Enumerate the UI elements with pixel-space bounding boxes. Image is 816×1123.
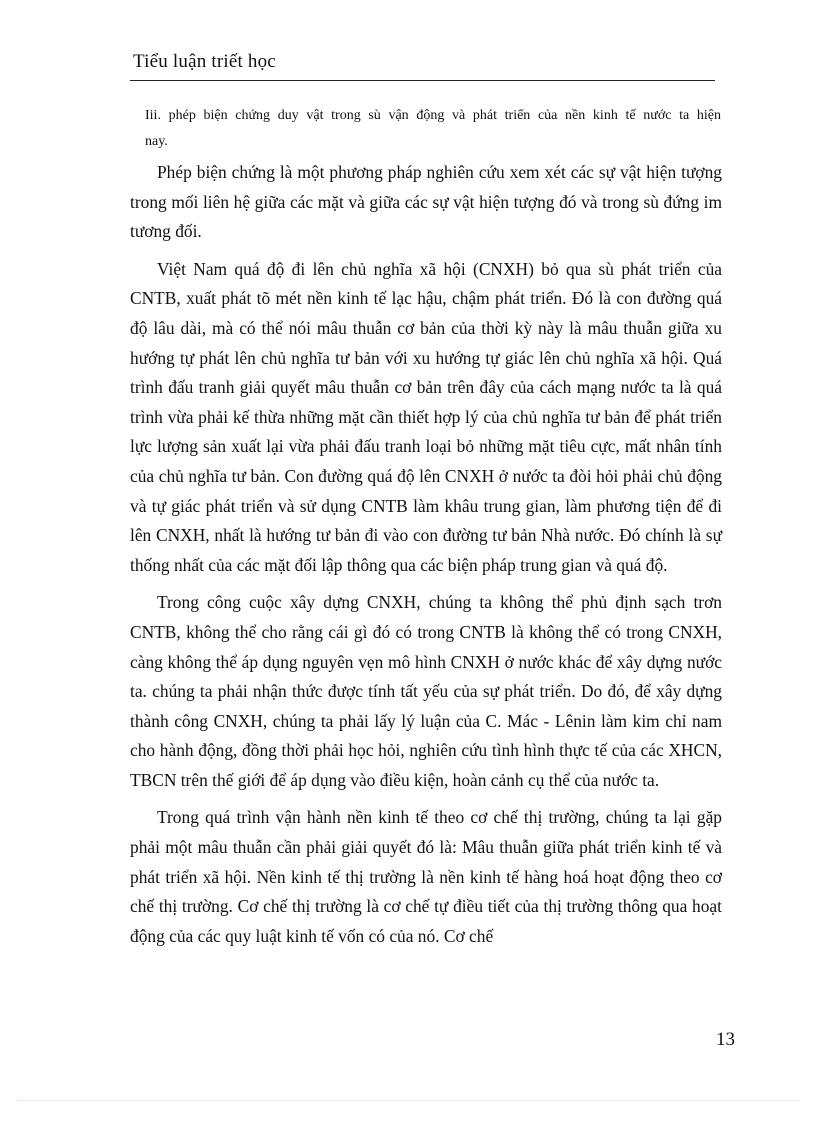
- running-header-title: Tiểu luận triết học: [133, 51, 276, 72]
- paragraph: Phép biện chứng là một phương pháp nghiên cứu xem xét các sự vật hiện tượng trong mối liên hệ giữa các mặt và giữa các sự vật hiện tượng đó và trong sù đứng im tương đối.: [130, 162, 722, 242]
- section-heading: Iii. phép biện chứng duy vật trong sù vận động và phát triển của nền kinh tế nước ta hiện nay.: [145, 108, 721, 149]
- page-number: 13: [716, 1029, 735, 1050]
- body-text: [130, 158, 722, 959]
- footer-divider: [16, 1100, 800, 1101]
- header-divider: [130, 80, 715, 81]
- paragraph: Trong quá trình vận hành nền kinh tế theo cơ chế thị trường, chúng ta lại gặp phải một mâu thuẫn cần phải giải quyết đó là: Mâu thuẫn giữa phát triển kinh tế và phát triển xã hội. Nền kinh tế thị trường là nền kinh tế hàng hoá hoạt động theo cơ chế thị trường. Cơ chế thị trường là cơ chế tự điều tiết của thị trường thông qua hoạt động của các quy luật kinh tế vốn có của nó. Cơ chế: [130, 807, 722, 946]
- paragraph: Trong công cuộc xây dựng CNXH, chúng ta không thể phủ định sạch trơn CNTB, không thể cho rằng cái gì đó có trong CNTB là không thể có trong CNXH, càng không thể áp dụng nguyên vẹn mô hình CNXH ở nước khác để xây dựng nước ta. chúng ta phải nhận thức được tính tất yếu của sự phát triển. Do đó, để xây dựng thành công CNXH, chúng ta phải lấy lý luận của C. Mác - Lênin làm kim chỉ nam cho hành động, đồng thời phải học hỏi, nghiên cứu tình hình thực tế của các XHCN, TBCN trên thế giới để áp dụng vào điều kiện, hoàn cảnh cụ thể của nước ta.: [130, 592, 722, 790]
- paragraph: Việt Nam quá độ đi lên chủ nghĩa xã hội (CNXH) bỏ qua sù phát triển của CNTB, xuất phát tõ mét nền kinh tế lạc hậu, chậm phát triển. Đó là con đường quá độ lâu dài, mà có thể nói mâu thuẫn cơ bản của thời kỳ này là mâu thuẫn giữa xu hướng tự phát lên chủ nghĩa tư bản với xu hướng tự giác lên chủ nghĩa xã hội. Quá trình đấu tranh giải quyết mâu thuẫn cơ bản trên đây của cách mạng nước ta là quá trình vừa phải kế thừa những mặt cần thiết hợp lý của chủ nghĩa tư bản để phát triển lực lượng sản xuất lại vừa phải đấu tranh loại bỏ những mặt tiêu cực, mất nhân tính của chủ nghĩa tư bản. Con đường quá độ lên CNXH ở nước ta đòi hỏi phải chủ động và tự giác phát triển và sử dụng CNTB làm khâu trung gian, làm phương tiện để đi lên CNXH, nhất là hướng tư bản đi vào con đường tư bản Nhà nước. Đó chính là sự thống nhất của các mặt đối lập thông qua các biện pháp trung gian và quá độ.: [130, 258, 722, 575]
